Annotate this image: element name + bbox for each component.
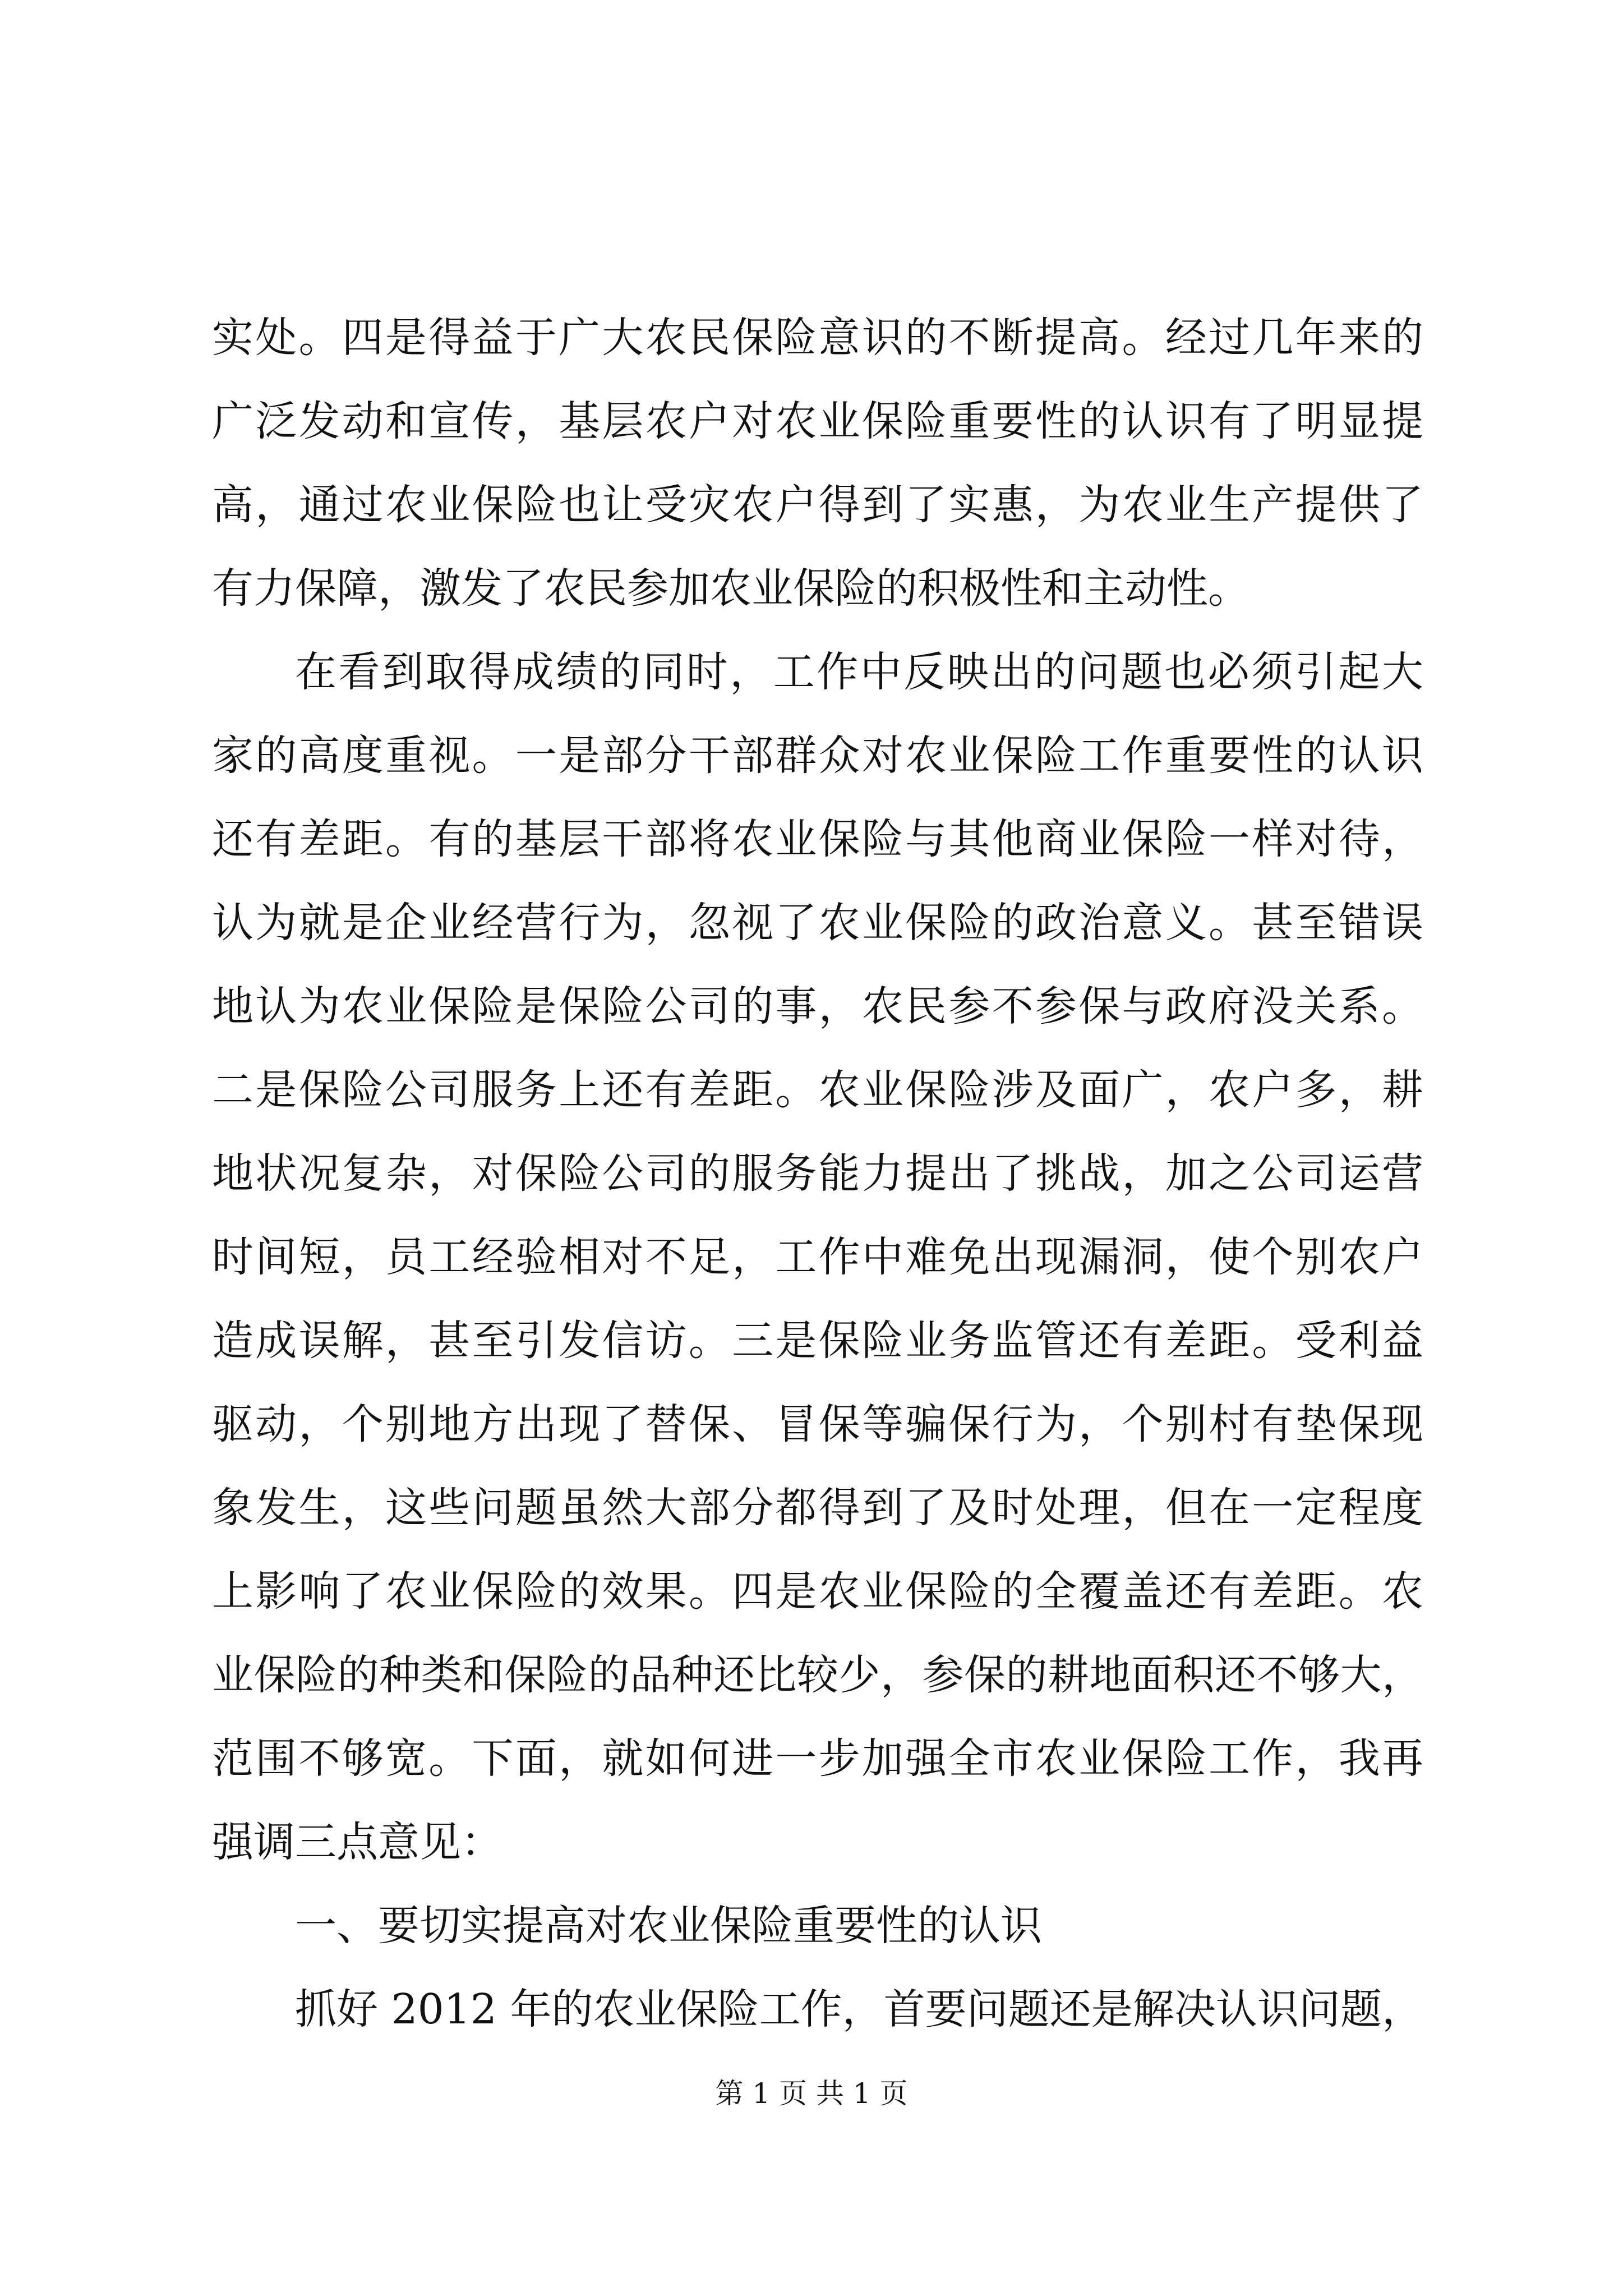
- text-line: 上影响了农业保险的效果。四是农业保险的全覆盖还有差距。农: [212, 1567, 1423, 1616]
- text-line: 还有差距。有的基层干部将农业保险与其他商业保险一样对待，: [212, 815, 1423, 863]
- text-line: 高，通过农业保险也让受灾农户得到了实惠，为农业生产提供了: [212, 481, 1423, 529]
- text-line: 驱动，个别地方出现了替保、冒保等骗保行为，个别村有垫保现: [212, 1400, 1423, 1448]
- text-line: 造成误解，甚至引发信访。三是保险业务监管还有差距。受利益: [212, 1317, 1423, 1365]
- text-line: 抓好 2012 年的农业保险工作，首要问题还是解决认识问题，: [295, 1985, 1423, 2033]
- document-body: [212, 296, 1423, 2051]
- text-line: 地状况复杂，对保险公司的服务能力提出了挑战，加之公司运营: [212, 1149, 1423, 1198]
- text-line: 有力保障，激发了农民参加农业保险的积极性和主动性。: [212, 564, 1249, 613]
- text-line: 二是保险公司服务上还有差距。农业保险涉及面广，农户多，耕: [212, 1066, 1423, 1114]
- text-line: 时间短，员工经验相对不足，工作中难免出现漏洞，使个别农户: [212, 1233, 1423, 1281]
- text-line: 实处。四是得益于广大农民保险意识的不断提高。经过几年来的: [212, 314, 1423, 362]
- text-line: 家的高度重视。一是部分干部群众对农业保险工作重要性的认识: [212, 731, 1423, 780]
- text-line: 广泛发动和宣传，基层农户对农业保险重要性的认识有了明显提: [212, 397, 1423, 445]
- text-line: 象发生，这些问题虽然大部分都得到了及时处理，但在一定程度: [212, 1484, 1423, 1532]
- text-line: 在看到取得成绩的同时，工作中反映出的问题也必须引起大: [295, 648, 1423, 696]
- section-heading: 一、要切实提高对农业保险重要性的认识: [295, 1902, 1042, 1950]
- text-line: 业保险的种类和保险的品种还比较少，参保的耕地面积还不够大，: [212, 1651, 1423, 1699]
- text-line: 强调三点意见：: [212, 1818, 502, 1866]
- text-line: 范围不够宽。下面，就如何进一步加强全市农业保险工作，我再: [212, 1734, 1423, 1783]
- text-line: 地认为农业保险是保险公司的事，农民参不参保与政府没关系。: [212, 982, 1423, 1030]
- page-footer: 第 1 页 共 1 页: [715, 2077, 908, 2110]
- text-line: 认为就是企业经营行为，忽视了农业保险的政治意义。甚至错误: [212, 899, 1423, 947]
